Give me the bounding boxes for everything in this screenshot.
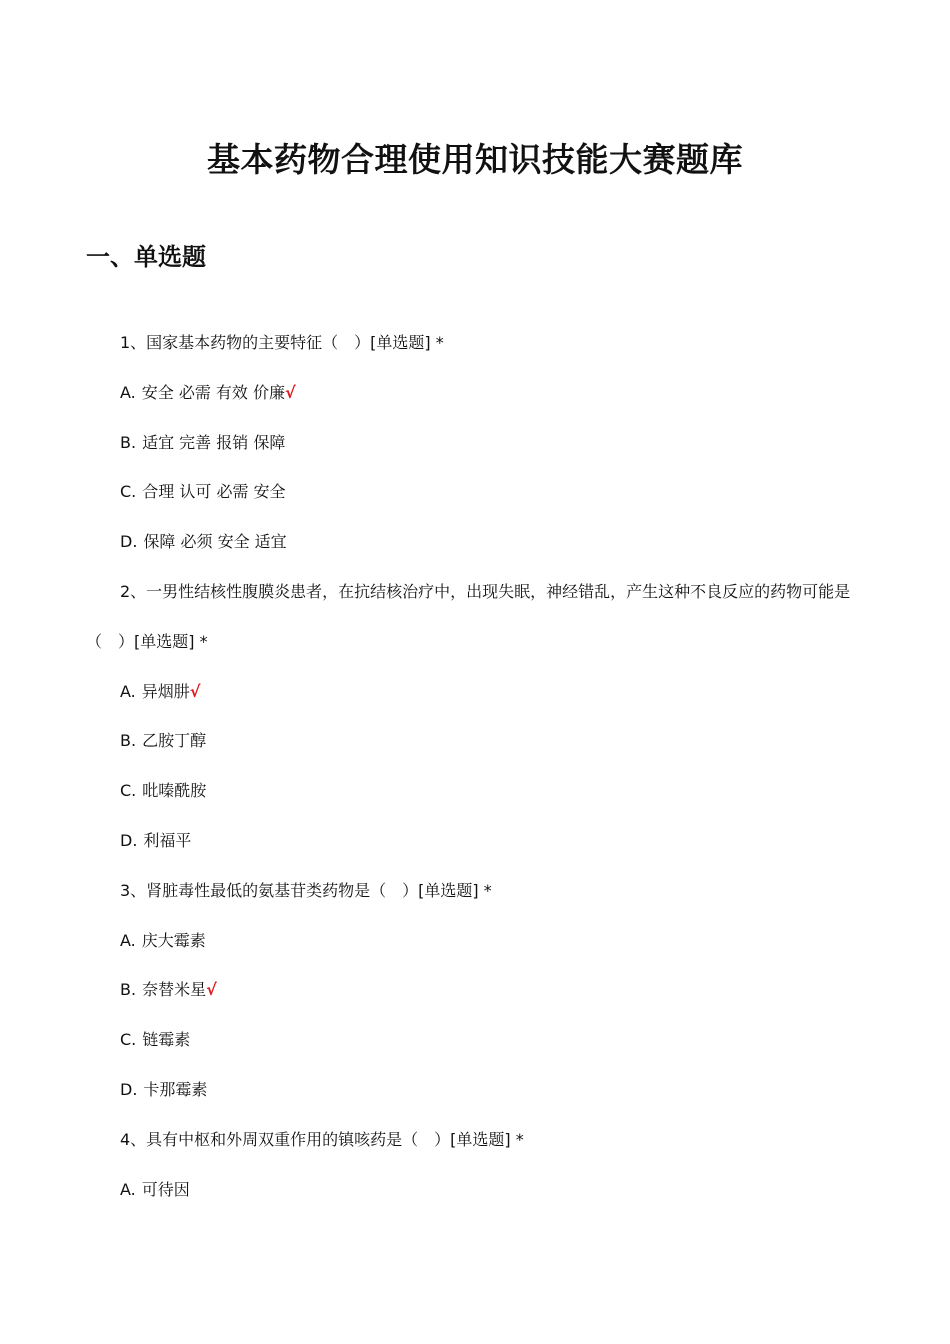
option-text: 异烟肼 (141, 681, 190, 701)
option-b (86, 418, 868, 468)
correct-check-icon: √ (285, 382, 296, 402)
option-letter: D. (120, 1079, 138, 1099)
option-c (86, 467, 868, 517)
option-text: 庆大霉素 (141, 930, 206, 950)
option-d (86, 816, 868, 866)
option-letter: A. (120, 681, 136, 701)
option-d (86, 1065, 868, 1115)
question-1 (86, 318, 868, 567)
question-text: 3、肾脏毒性最低的氨基苷类药物是（ ）[单选题] * (120, 880, 492, 900)
option-letter: B. (120, 980, 137, 1000)
option-text: 利福平 (143, 830, 192, 850)
correct-check-icon: √ (189, 681, 201, 701)
option-text: 安全 必需 有效 价廉 (141, 382, 286, 402)
option-letter: D. (120, 830, 138, 850)
option-letter: A. (120, 1179, 136, 1199)
option-a (86, 667, 868, 717)
question-4 (86, 1115, 868, 1215)
option-a (86, 916, 868, 966)
question-text: 2、一男性结核性腹膜炎患者，在抗结核治疗中，出现失眠，神经错乱，产生这种不良反应的药物可能是（ ）[单选题] * (86, 581, 851, 651)
option-text: 合理 认可 必需 安全 (142, 482, 286, 502)
option-text: 卡那霉素 (143, 1079, 208, 1099)
option-text: 保障 必须 安全 适宜 (143, 532, 287, 552)
option-letter: A. (120, 382, 136, 402)
question-text: 4、具有中枢和外周双重作用的镇咳药是（ ）[单选题] * (120, 1129, 524, 1149)
section-heading: 一、单选题 (86, 243, 206, 271)
option-a (86, 368, 868, 418)
option-letter: B. (120, 432, 137, 452)
option-c (86, 1015, 868, 1065)
option-text: 链霉素 (142, 1030, 191, 1050)
option-text: 吡嗪酰胺 (142, 781, 207, 801)
option-c (86, 766, 868, 816)
correct-check-icon: √ (206, 980, 217, 1000)
option-a (86, 1165, 868, 1215)
option-letter: C. (120, 781, 137, 801)
document-title: 基本药物合理使用知识技能大赛题库 (207, 140, 743, 179)
option-text: 乙胺丁醇 (142, 731, 207, 751)
option-d (86, 517, 868, 567)
question-list (86, 318, 868, 1214)
question-3 (86, 866, 868, 1115)
option-letter: B. (120, 731, 137, 751)
option-letter: A. (120, 930, 136, 950)
option-letter: D. (120, 532, 138, 552)
option-text: 适宜 完善 报销 保障 (142, 432, 286, 452)
option-text: 奈替米星 (142, 980, 207, 1000)
option-letter: C. (120, 482, 137, 502)
option-b (86, 965, 868, 1015)
question-2 (86, 567, 868, 866)
option-b (86, 716, 868, 766)
option-letter: C. (120, 1030, 137, 1050)
question-text: 1、国家基本药物的主要特征（ ）[单选题] * (120, 333, 444, 352)
option-text: 可待因 (141, 1179, 190, 1199)
